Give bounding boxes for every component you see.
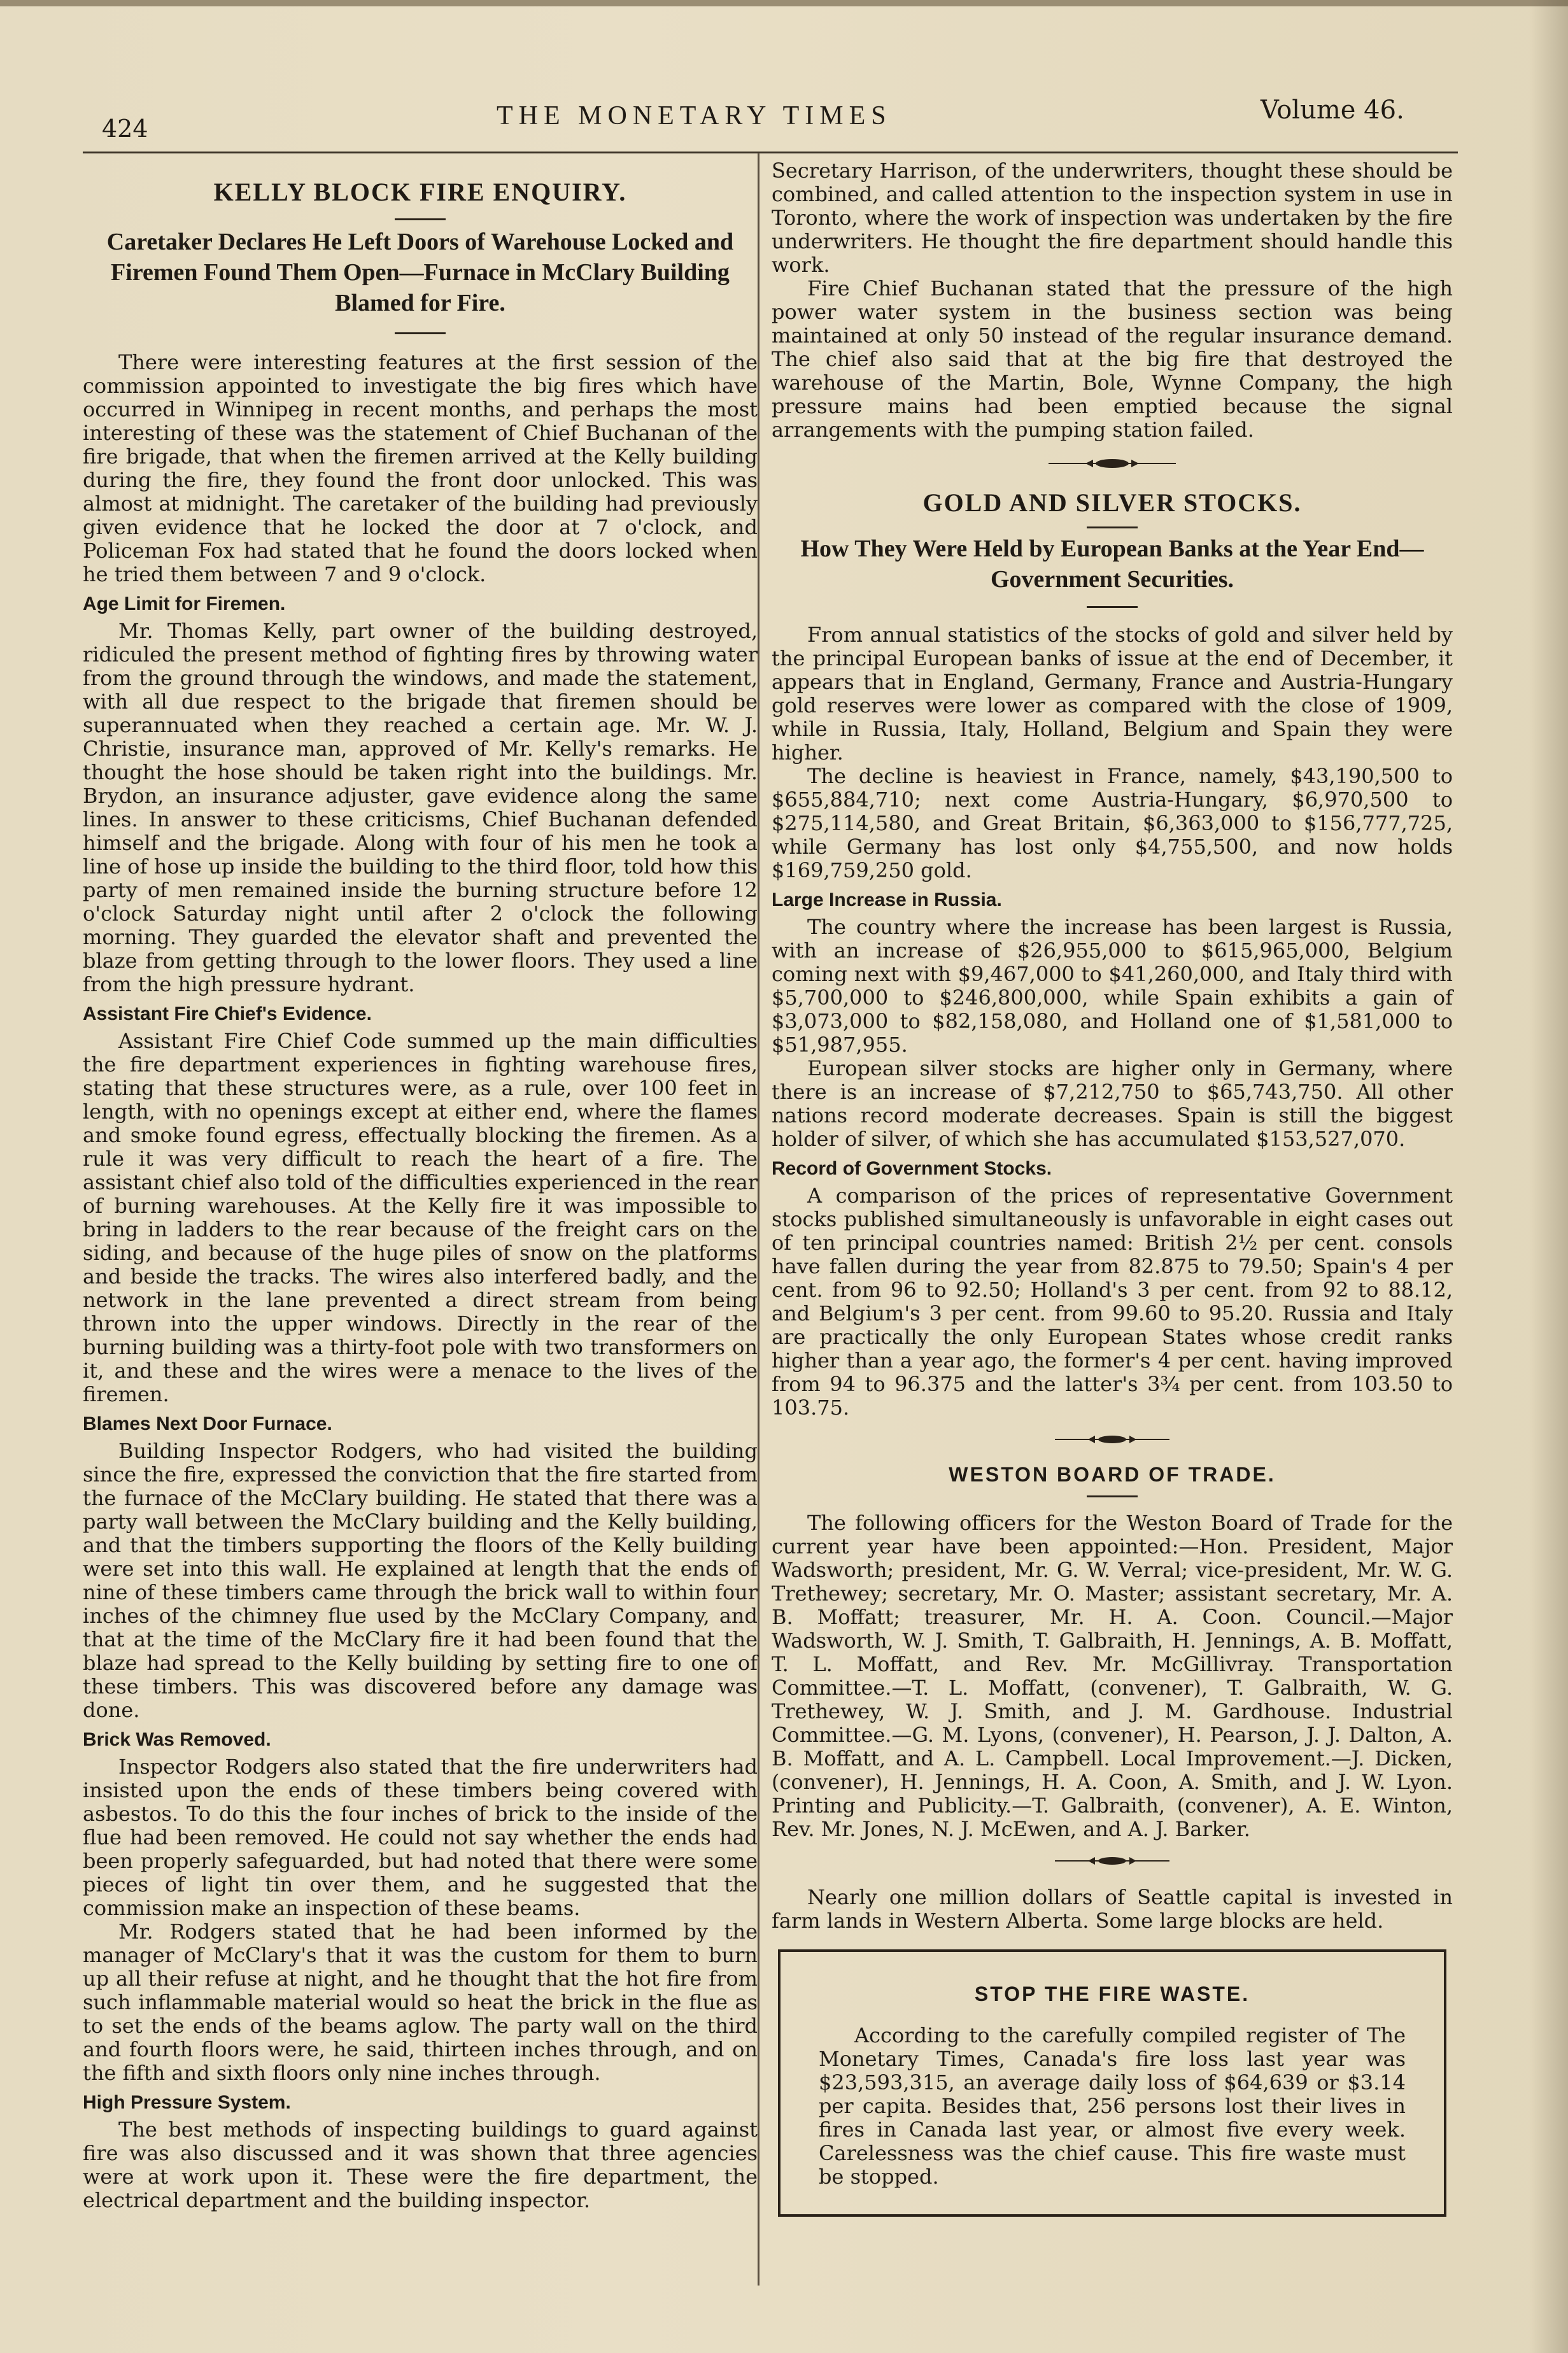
weston-title: WESTON BOARD OF TRADE. bbox=[949, 1463, 1276, 1486]
ornament-divider bbox=[1049, 456, 1176, 471]
right-column bbox=[772, 159, 1453, 2217]
gold-paragraph-2: The decline is heaviest in France, namely, $43,190,500 to $655,884,710; next come Austria-Hungary, $6,970,500 to $275,114,580, and Great Britain, $6,363,000 to $156,777,725, while Germany has lost only $4,755,500, and now holds $169,759,250 gold. bbox=[772, 764, 1453, 882]
heading-government-stocks: Record of Government Stocks. bbox=[772, 1158, 1052, 1179]
fire-waste-title: STOP THE FIRE WASTE. bbox=[974, 1982, 1250, 2005]
top-border bbox=[0, 0, 1568, 6]
paragraph-furnace: Building Inspector Rodgers, who had visited the building since the fire, expressed the conviction that the fire started from the furnace of the McClary building. He stated that there was a party wall between the McClary building and the Kelly building, and that the timbers supporting the floors of the Kelly building were set into this wall. He explained at length that the ends of nine of these timbers came through the brick wall to within four inches of the chimney flue used by the McClary Company, and that at the time of the McClary fire it had been found that the blaze had spread to the Kelly building by setting fire to one of these timbers. This was discovered before any damage was done. bbox=[83, 1439, 758, 1722]
short-rule bbox=[1087, 526, 1138, 528]
gold-paragraph-1: From annual statistics of the stocks of gold and silver held by the principal European banks of issue at the end of December, it appears that in England, Germany, France and Austria-Hungary gold reserves were lower as compared with the close of 1909, while in Russia, Italy, Holland, Belgium and Spain they were higher. bbox=[772, 623, 1453, 765]
left-column bbox=[83, 159, 758, 2212]
paragraph-brick-2: Mr. Rodgers stated that he had been informed by the manager of McClary's that it was the custom for them to burn up all their refuse at night, and he thought that the hot fire from such inflammable material would so heat the brick in the flue as to set the ends of the beams aglow. The party wall on the third and fourth floors were, he said, thirteen inches through, and on the fifth and sixth floors only nine inches through. bbox=[83, 1919, 758, 2085]
ornament-divider bbox=[1055, 1432, 1169, 1446]
paragraph-high-pressure: The best methods of inspecting buildings to guard against fire was also discussed and it was shown that three agencies were at work upon it. These were the fire department, the electrical department and the building inspector. bbox=[83, 2117, 758, 2212]
kelly-continued-1: Secretary Harrison, of the underwriters, thought these should be combined, and called attention to the inspection system in use in Toronto, where the work of inspection was undertaken by the fire underwriters. He thought the fire department should handle this work. bbox=[772, 159, 1453, 277]
ornament-divider bbox=[1055, 1854, 1169, 1868]
column-divider bbox=[758, 153, 759, 2286]
gold-paragraph-4: European silver stocks are higher only in Germany, where there is an increase of $7,212,750 to $65,743,750. All other nations record moderate decreases. Spain is still the biggest holder of silver, of which she has accumulated $153,527,070. bbox=[772, 1056, 1453, 1151]
kelly-intro: There were interesting features at the first session of the commission appointed to investigate the big fires which have occurred in Winnipeg in recent months, and perhaps the most interesting of these was the statement of Chief Buchanan of the fire brigade, that when the firemen arrived at the Kelly building during the fire, they found the front door unlocked. This was almost at midnight. The caretaker of the building had previously given evidence that he locked the door at 7 o'clock, and Policeman Fox had stated that he found the doors locked when he tried them between 7 and 9 o'clock. bbox=[83, 350, 758, 586]
volume-label: Volume 46. bbox=[1261, 95, 1404, 125]
paragraph-assistant-chief: Assistant Fire Chief Code summed up the main difficulties the fire department experiences in fighting warehouse fires, stating that these structures were, as a rule, over 100 feet in length, with no openings except at either end, where the flames and smoke found egress, effectually blocking the firemen. As a rule it was very difficult to reach the heart of a fire. The assistant chief also told of the difficulties experienced in the rear of burning warehouses. At the Kelly fire it was impossible to bring in ladders to the rear because of the freight cars on the siding, and because of the huge piles of snow on the platforms and beside the tracks. The wires also interfered badly, and the network in the lane prevented a direct stream from being thrown into the upper windows. Directly in the rear of the burning building was a thirty-foot pole with two transformers on it, and these and the wires were a menace to the lives of the firemen. bbox=[83, 1029, 758, 1406]
gold-paragraph-5: A comparison of the prices of representative Government stocks published simultaneously is unfavorable in eight cases out of ten principal countries named: British 2½ per cent. consols have fallen during the year from 82.875 to 79.50; Spain's 4 per cent. from 96 to 92.50; Holland's 3 per cent. from 92 to 88.12, and Belgium's 3 per cent. from 99.60 to 95.20. Russia and Italy are practically the only European States whose credit ranks higher than a year ago, the former's 4 per cent. having improved from 94 to 96.375 and the latter's 3¾ per cent. from 103.50 to 103.75. bbox=[772, 1184, 1453, 1420]
kelly-subtitle: Caretaker Declares He Left Doors of Warehouse Locked and Firemen Found Them Open—Furnace in McClary Building Blamed for Fire. bbox=[106, 229, 734, 316]
seattle-paragraph: Nearly one million dollars of Seattle capital is invested in farm lands in Western Alberta. Some large blocks are held. bbox=[772, 1885, 1453, 1933]
heading-high-pressure: High Pressure System. bbox=[83, 2092, 291, 2113]
gold-subtitle: How They Were Held by European Banks at the Year End—Government Securities. bbox=[800, 535, 1424, 593]
heading-brick: Brick Was Removed. bbox=[83, 1729, 271, 1750]
page-number: 424 bbox=[102, 115, 148, 143]
paragraph-age-limit: Mr. Thomas Kelly, part owner of the building destroyed, ridiculed the present method of fighting fires by throwing water from the ground through the windows, and made the statement, with all due respect to the brigade that firemen should be superannuated when they reached a certain age. Mr. W. J. Christie, insurance man, approved of Mr. Kelly's remarks. He thought the hose should be taken right into the buildings. Mr. Brydon, an insurance adjuster, gave evidence along the same lines. In answer to these criticisms, Chief Buchanan defended himself and the brigade. Along with four of his men he took a line of hose up inside the building to the third floor, told how this party of men remained inside the burning structure before 12 o'clock Saturday night until after 2 o'clock the following morning. They guarded the elevator shaft and prevented the blaze from getting through to the lower floors. They used a line from the high pressure hydrant. bbox=[83, 619, 758, 996]
header-rule bbox=[83, 152, 1458, 153]
short-rule bbox=[395, 332, 446, 334]
heading-age-limit: Age Limit for Firemen. bbox=[83, 593, 286, 614]
publication-title: THE MONETARY TIMES bbox=[497, 101, 892, 131]
heading-assistant-chief: Assistant Fire Chief's Evidence. bbox=[83, 1003, 372, 1024]
short-rule bbox=[1087, 606, 1138, 608]
kelly-continued-2: Fire Chief Buchanan stated that the pressure of the high power water system in the business section was being maintained at only 50 instead of the regular insurance demand. The chief also said that at the big fire that destroyed the warehouse of the Martin, Bole, Wynne Company, the high pressure mains had been emptied because the signal arrangements with the pumping station failed. bbox=[772, 276, 1453, 442]
heading-russia: Large Increase in Russia. bbox=[772, 889, 1002, 910]
kelly-title: KELLY BLOCK FIRE ENQUIRY. bbox=[213, 178, 627, 206]
gold-title: GOLD AND SILVER STOCKS. bbox=[922, 488, 1302, 517]
gold-paragraph-3: The country where the increase has been largest is Russia, with an increase of $26,955,000 to $615,965,000, Belgium coming next with $9,467,000 to $41,260,000, and Italy third with $5,700,000 to $246,800,000, while Spain exhibits a gain of $3,073,000 to $82,158,080, and Holland one of $1,581,000 to $51,987,955. bbox=[772, 915, 1453, 1057]
short-rule bbox=[1087, 1495, 1138, 1497]
fire-waste-box bbox=[778, 1949, 1446, 2217]
weston-paragraph: The following officers for the Weston Board of Trade for the current year have been appointed:—Hon. President, Major Wadsworth; president, Mr. G. W. Verral; vice-president, Mr. W. G. Trethewey; secretary, Mr. O. Master; assistant secretary, Mr. A. B. Moffatt; treasurer, Mr. H. A. Coon. Council.—Major Wadsworth, W. J. Smith, T. Galbraith, H. Jennings, A. B. Moffatt, T. L. Moffatt, and Rev. Mr. McGillivray. Transportation Committee.—T. L. Moffatt, (convener), T. Galbraith, W. G. Trethewey, W. J. Smith, and J. M. Gardhouse. Industrial Committee.—G. M. Lyons, (convener), H. Pearson, J. J. Dalton, A. B. Moffatt, and A. L. Campbell. Local Improvement.—J. Dicken, (convener), H. Jennings, H. A. Coon, A. Smith, and J. W. Lyon. Printing and Publicity.—T. Galbraith, (convener), A. E. Winton, Rev. Mr. Jones, N. J. McEwen, and A. J. Barker. bbox=[772, 1511, 1453, 1841]
heading-furnace: Blames Next Door Furnace. bbox=[83, 1413, 332, 1434]
paragraph-brick-1: Inspector Rodgers also stated that the fire underwriters had insisted upon the ends of these timbers being covered with asbestos. To do this the four inches of brick to the inside of the flue had been removed. He could not say whether the ends had been properly safeguarded, but had noted that there were some pieces of light tin over them, and he suggested that the commission make an inspection of these beams. bbox=[83, 1755, 758, 1920]
page-edge-shadow bbox=[1530, 0, 1568, 2353]
short-rule bbox=[395, 218, 446, 220]
fire-waste-paragraph: According to the carefully compiled register of The Monetary Times, Canada's fire loss last year was $23,593,315, an average daily loss of $64,639 or $3.14 per capita. Besides that, 256 persons lost their lives in fires in Canada last year, or almost five every week. Carelessness was the chief cause. This fire waste must be stopped. bbox=[819, 2023, 1406, 2189]
